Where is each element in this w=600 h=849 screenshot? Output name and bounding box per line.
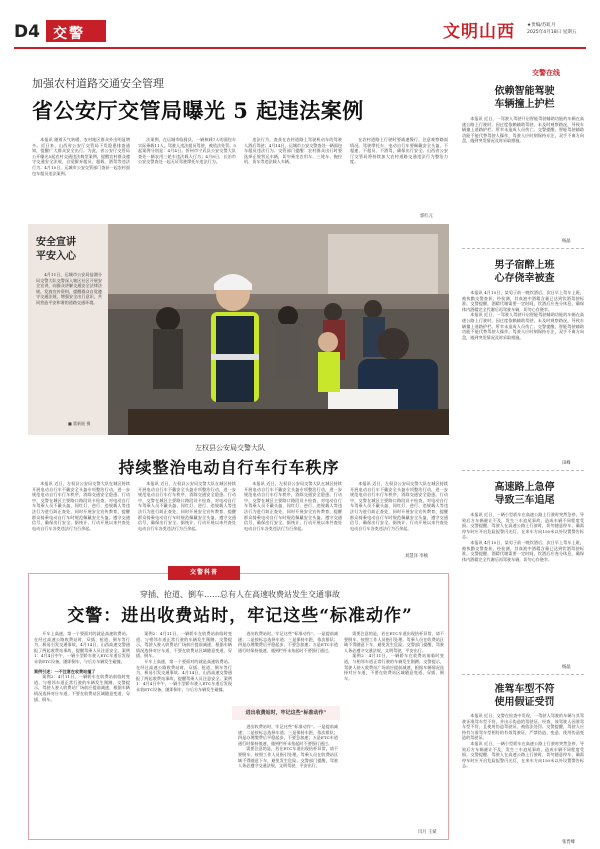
divider — [462, 248, 584, 249]
photo-caption — [28, 224, 108, 435]
tip-tag: 交警科普 — [168, 566, 240, 580]
photo-credit: ■ 董新媛 摄 — [68, 421, 91, 426]
right-item-1-body: 本报讯 近日，一驾驶人驾驶开启智能驾驶辅助功能的车辆在高速公路上行驶时，因过度依赖辅助驾驶，未及时观察路况，导致车辆撞上道路护栏。所幸未造成人员伤亡。交警提醒，智能驾驶辅助功能不能代替驾驶人操作，驾驶人应时刻保持专注，双手不离方向盘，遇到突发情况及时采取措施。 — [462, 116, 584, 144]
right-item-2-byline: 田峰 — [562, 461, 571, 466]
right-item-1-title: 依赖智能驾驶 车辆撞上护栏 — [494, 86, 555, 110]
tip-col-3b: 进出收费站时，牢记这些“标准动作”。一是提前减速；二是按标志选择车道；三是保持车距，依次排队；四是办理缴费后平稳起步，不要急加速；五是ETC车道通行时保持低速，遇到栏杆未抬起时不要强行通过。 需要注意的是，若在ETC车道出现抬杆异常，请不要倒车，按照工作人员指引处理。驾乘人员在收费站区域不得随意下车，避免发生危险。交警部门提醒，驾驶人务必遵守交通法规，文明驾驶，平安出行。 — [238, 724, 338, 769]
tip-headline: 交警：进出收费站时，牢记这些“标准动作” — [67, 606, 413, 626]
tip-col-1: 开车上高速，第一个要面对的就是高速收费站。在经过高速公路收费站时，穿插、抢道、倒车等行为，极易引发交通事故。4月14日，山西高速交警通报了两起收费站事故，提醒驾乘人员注意安全。案例1：4月4日中午，一辆小型轿车驶入ETC车道后发现未装ETC设备，随即倒车，与后方车辆发生碰撞。 案例引述：一不注意在收费站撞了 案例2：4月11日，一辆轿车在收费站前临时变道，与相邻车道正常行驶的车辆发生剐蹭。交警提示，驾驶人驶入收费站广场前应提前减速，根据车辆情况选择对应车道，不要在收费站区域随意变道、穿插、倒车。 — [34, 631, 130, 702]
tip-col-3a: 进出收费站时，牢记这些“标准动作”。一是提前减速；二是按标志选择车道；三是保持车距，依次排队；四是办理缴费后平稳起步，不要急加速；五是ETC车道通行时保持低速，遇到栏杆未抬起时不要强行通过。 — [238, 631, 338, 653]
top-col-3: 违法行为，查获在农村道路上驾驶机动车的驾驶人酒后驾驶；4月14日，运城市公安交警查处一辆面包车超员违法行为。交管部门提醒：农村群众出行时要选择正规营运车辆，切勿乘坐农用车、三轮车、拖拉机、货车等违法载人车辆。 — [244, 137, 342, 165]
top-col-1: 本报讯 随着天气转暖，农村地区群众外出明显增多。近日来，山西省公安厅交管局下发隐患排查通知，提醒广大群众安全出行。为此，省公安厅交管局公开曝光5起农村交通违法典型案例，提醒农村群众遵守交通安全法规，自觉摒弃超员、超载、酒驾等违法行为。4月10日，运城市公安交管部门查获一起农村面包车超员违法案例。 — [32, 137, 130, 176]
mid-col-4: 本报讯 近日，左权县公安局交警大队在城区持续开展电动自行车不戴安全头盔专项整治行动，进一步规范电动自行车行车秩序，消除交通安全隐患。行动中，交警在城区主要路口路段设卡检查，对电动自行车驾乘人员不戴头盔、闯红灯、逆行、违规载人等违法行为进行纠正查处，同时开展安全宣传教育，提醒群众骑乘电动自行车时规范佩戴安全头盔，遵守交通信号，确保出行安全。据统计，行动开展以来共查处电动自行车各类违法行为百余起。 — [350, 481, 448, 531]
date-line: 2025年4月18日 星期五 — [527, 30, 577, 35]
top-byline: 郭红元 — [420, 214, 433, 219]
right-item-1-byline: 杨晶 — [562, 239, 571, 244]
divider — [462, 470, 584, 471]
tip-sub1: 案例引述：一不注意在收费站撞了 — [34, 668, 96, 674]
issue-meta — [527, 22, 576, 36]
header-rule — [14, 47, 586, 49]
tip-subheading: 进出收费站时，牢记这些“标准动作” — [232, 706, 340, 720]
tip-col-4: 需要注意的是，若在ETC车道出现抬杆异常，请不要倒车，按照工作人员指引处理。驾乘人员在收费站区域不得随意下车，避免发生危险。交警部门提醒，驾驶人务必遵守交通法规，文明驾驶，平安出行。 案例2：4月11日，一辆轿车在收费站前临时变道，与相邻车道正常行驶的车辆发生剐蹭。交警提示，驾驶人驶入收费站广场前应提前减速，根据车辆情况选择对应车道，不要在收费站区域随意变道、穿插、倒车。 — [344, 631, 444, 681]
page-number: D4 — [14, 22, 40, 42]
right-item-4-title: 准驾车型不符 使用假证受罚 — [494, 684, 555, 708]
right-item-4-body: 本报讯 近日，交警在检查中发现，一驾驶人驾驶的车辆与其驾驶证准驾车型不符，并出示伪造的驾驶证。经查，该驾驶人因准驾车型不符，且使用伪造驾驶证，被依法处罚。交警提醒，驾驶人应持有与准驾车型相符的有效驾驶证，严禁伪造、变造、使用伪造变造的驾驶证。 本报讯 近日，一辆小型轿车在高速公路上行驶时突然急停，导致后方车辆避让不及，发生三车追尾事故，造成车辆不同程度受损。交警提醒，驾驶人在高速公路上行驶时，切勿随意停车，确需停车时应开启危险报警闪光灯，在来车方向150米以外设置警告标志。 — [462, 713, 584, 769]
right-item-3-title: 高速路上急停 导致三车追尾 — [494, 482, 555, 506]
tip-byline: 闫月 王斌 — [418, 830, 437, 835]
top-col-2: 法案例，在运城市临猗县，一辆核载7人的面包车实际乘载11人，驾驶人违法超员驾驶，被依法处罚。5起案例分别是：4月4日，忻州市宁武县公安交警大队查处一辆农用三轮车违法载人行为；4月8日，长治市公安交警查处一起无证驾驶摩托车违法行为。 — [138, 137, 236, 165]
issue-line: ★贵编/苏虹月 — [527, 23, 556, 28]
right-item-2-title: 男子宿醉上班 心存侥幸被查 — [494, 260, 555, 284]
section-label: 交警 — [46, 20, 114, 42]
mid-col-2: 本报讯 近日，左权县公安局交警大队在城区持续开展电动自行车不戴安全头盔专项整治行动，进一步规范电动自行车行车秩序，消除交通安全隐患。行动中，交警在城区主要路口路段设卡检查，对电动自行车驾乘人员不戴头盔、闯红灯、逆行、违规载人等违法行为进行纠正查处，同时开展安全宣传教育，提醒群众骑乘电动自行车时规范佩戴安全头盔，遵守交通信号，确保出行安全。据统计，行动开展以来共查处电动自行车各类违法行为百余起。 — [138, 481, 236, 531]
mid-col-1: 本报讯 近日，左权县公安局交警大队在城区持续开展电动自行车不戴安全头盔专项整治行动，进一步规范电动自行车行车秩序，消除交通安全隐患。行动中，交警在城区主要路口路段设卡检查，对电动自行车驾乘人员不戴头盔、闯红灯、逆行、违规载人等违法行为进行纠正查处，同时开展安全宣传教育，提醒群众骑乘电动自行车时规范佩戴安全头盔，遵守交通信号，确保出行安全。据统计，行动开展以来共查处电动自行车各类违法行为百余起。 — [32, 481, 130, 531]
top-kicker: 加强农村道路交通安全管理 — [32, 77, 164, 90]
photo-caption-text: 4月11日，运城市公安局盐湖分局交警大队交警深入辖区社区开展安全宣讲，向群众讲解交通安全法律法规，发放宣传资料，提醒群众自觉遵守交通法规，增强安全出行意识，共同营造平安和谐的道路交通环境。 — [36, 272, 102, 305]
mid-headline: 持续整治电动自行车行车秩序 — [118, 458, 340, 477]
right-banner: 交警在线 — [532, 69, 560, 77]
right-item-3-body: 本报讯 近日，一辆小型轿车在高速公路上行驶时突然急停，导致后方车辆避让不及，发生三车追尾事故，造成车辆不同程度受损。交警提醒，驾驶人在高速公路上行驶时，切勿随意停车，确需停车时应开启危险报警闪光灯，在来车方向150米以外设置警告标志。 本报讯 4月10日，某男子前一晚饮酒后，次日早上驾车上班，被执勤交警查获。经检测，其血液中酒精含量已达到饮酒驾驶标准。交警提醒，酒精代谢需要一定时间，饮酒后应充分休息，确保体内酒精完全代谢后再驾驶车辆，切勿心存侥幸。 — [462, 512, 584, 562]
right-item-2-body: 本报讯 4月10日，某男子前一晚饮酒后，次日早上驾车上班，被执勤交警查获。经检测，其血液中酒精含量已达到饮酒驾驶标准。交警提醒，酒精代谢需要一定时间，饮酒后应充分休息，确保体内酒精完全代谢后再驾驶车辆，切勿心存侥幸。 本报讯 近日，一驾驶人驾驶开启智能驾驶辅助功能的车辆在高速公路上行驶时，因过度依赖辅助驾驶，未及时观察路况，导致车辆撞上道路护栏。所幸未造成人员伤亡。交警提醒，智能驾驶辅助功能不能代替驾驶人操作，驾驶人应时刻保持专注，双手不离方向盘，遇到突发情况及时采取措施。 — [462, 290, 584, 340]
masthead-logo: 文明山西 — [443, 22, 515, 42]
top-col-4: 在农村道路上行驶时要减速慢行，注意观察路面情况。驾驶摩托车、电动自行车要佩戴安全头盔，不超速、不超员、不酒驾，确保出行安全。山西省公安厅交管局将持续加大农村道路交通违法行为整治力度。 — [350, 137, 448, 165]
mid-kicker: 左权县公安局交警大队 — [195, 444, 265, 452]
mid-col-3: 本报讯 近日，左权县公安局交警大队在城区持续开展电动自行车不戴安全头盔专项整治行动，进一步规范电动自行车行车秩序，消除交通安全隐患。行动中，交警在城区主要路口路段设卡检查，对电动自行车驾乘人员不戴头盔、闯红灯、逆行、违规载人等违法行为进行纠正查处，同时开展安全宣传教育，提醒群众骑乘电动自行车时规范佩戴安全头盔，遵守交通信号，确保出行安全。据统计，行动开展以来共查处电动自行车各类违法行为百余起。 — [244, 481, 342, 531]
page-header — [0, 0, 600, 56]
photo-caption-title: 安全宣讲 平安入心 — [36, 237, 76, 262]
right-column — [462, 56, 587, 846]
right-item-3-byline: 杨晶 — [562, 665, 571, 670]
divider — [462, 674, 584, 675]
tip-col-2: 案例2：4月11日，一辆轿车在收费站前临时变道，与相邻车道正常行驶的车辆发生剐蹭。交警提示，驾驶人驶入收费站广场前应提前减速，根据车辆情况选择对应车道，不要在收费站区域随意变道、穿插、倒车。 开车上高速，第一个要面对的就是高速收费站。在经过高速公路收费站时，穿插、抢道、倒车等行为，极易引发交通事故。4月14日，山西高速交警通报了两起收费站事故，提醒驾乘人员注意安全。案例1：4月4日中午，一辆小型轿车驶入ETC车道后发现未装ETC设备，随即倒车，与后方车辆发生碰撞。 — [136, 631, 232, 692]
right-item-4-byline: 张晋峰 — [562, 840, 575, 845]
mid-byline: 刘慧泽 李楠 — [405, 554, 428, 559]
top-headline: 省公安厅交管局曝光 5 起违法案例 — [32, 98, 364, 123]
tip-kicker: 穿插、抢道、倒车……总有人在高速收费站发生交通事故 — [140, 590, 340, 599]
